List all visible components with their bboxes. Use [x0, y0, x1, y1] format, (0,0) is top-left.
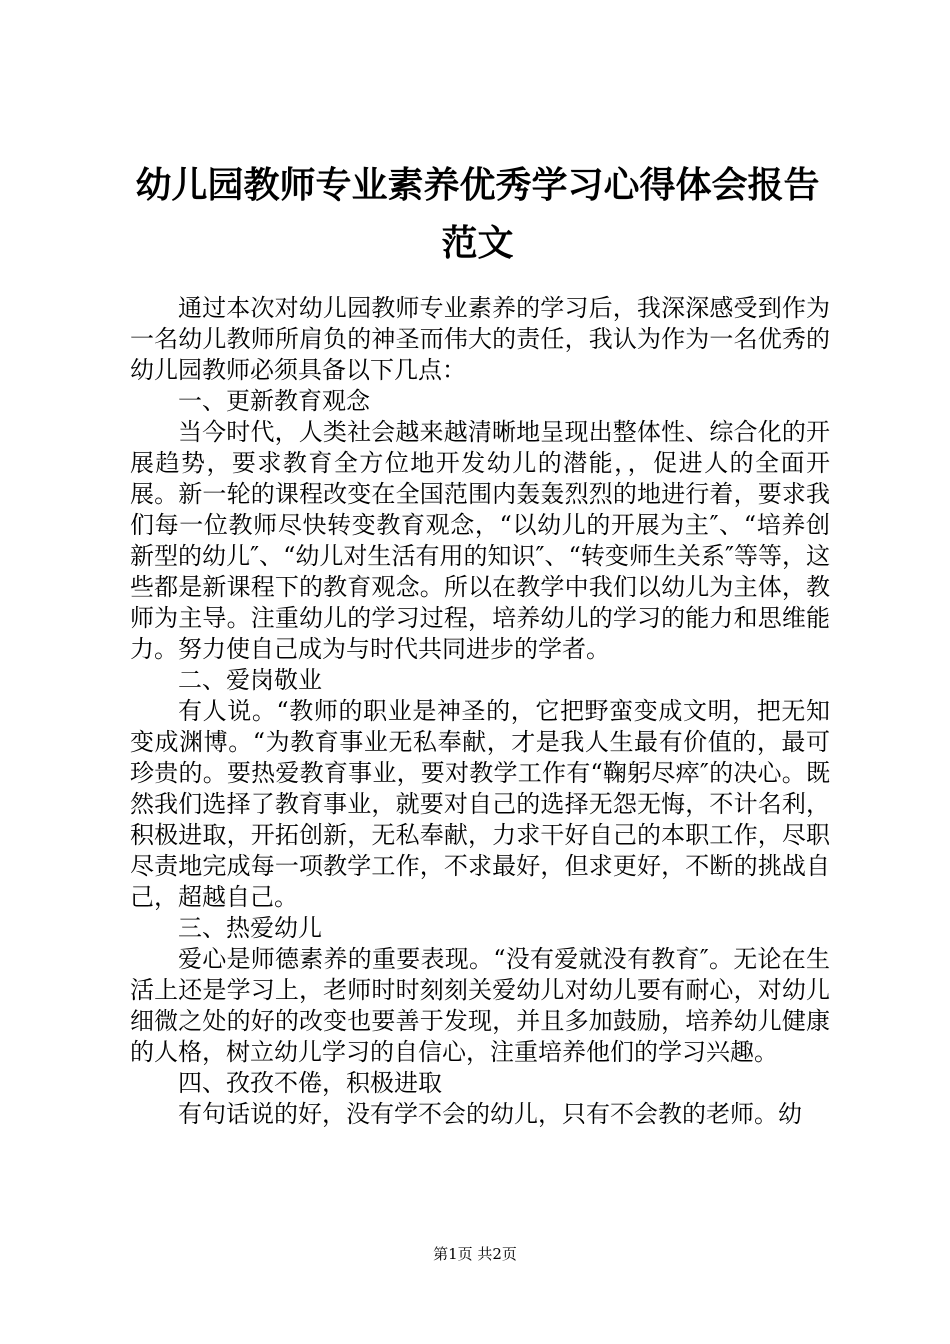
page-number-footer: 第1页 共2页 — [433, 1245, 517, 1263]
paragraph-section-2: 有人说。“教师的职业是神圣的，它把野蛮变成文明，把无知变成渊博。“为教育事业无私奉献，才是我人生最有价值的，最可珍贵的。要热爱教育事业，要对教学工作有“鞠躬尽瘁″的决心。既然我们选择了教育事业，就要对自己的选择无怨无悔，不计名利，积极进取，开拓创新，无私奉献，力求干好自己的本职工作，尽职尽责地完成每一项教学工作，不求最好，但求更好，不断的挑战自己，超越自己。 — [130, 697, 830, 911]
document-body — [130, 293, 830, 1130]
paragraph-section-1: 当今时代，人类社会越来越清晰地呈现出整体性、综合化的开展趋势，要求教育全方位地开发幼儿的潜能，，促进人的全面开展。新一轮的课程改变在全国范围内轰轰烈烈的地进行着，要求我们每一位教师尽快转变教育观念，“以幼儿的开展为主″、“培养创新型的幼儿″、“幼儿对生活有用的知识″、“转变师生关系″等等，这些都是新课程下的教育观念。所以在教学中我们以幼儿为主体，教师为主导。注重幼儿的学习过程，培养幼儿的学习的能力和思维能力。努力使自己成为与时代共同进步的学者。 — [130, 418, 830, 663]
section-heading-3: 三、热爱幼儿 — [178, 914, 322, 942]
section-heading-1: 一、更新教育观念 — [178, 387, 370, 415]
paragraph-intro: 通过本次对幼儿园教师专业素养的学习后，我深深感受到作为一名幼儿教师所肩负的神圣而伟大的责任，我认为作为一名优秀的幼儿园教师必须具备以下几点： — [130, 294, 830, 384]
paragraph-section-4: 有句话说的好，没有学不会的幼儿，只有不会教的老师。幼 — [178, 1100, 802, 1128]
paragraph-section-3: 爱心是师德素养的重要表现。“没有爱就没有教育″。无论在生活上还是学习上，老师时时刻刻关爱幼儿对幼儿要有耐心，对幼儿细微之处的好的改变也要善于发现，并且多加鼓励，培养幼儿健康的人格，树立幼儿学习的自信心，注重培养他们的学习兴趣。 — [130, 945, 830, 1066]
section-heading-4: 四、孜孜不倦，积极进取 — [178, 1069, 442, 1097]
document-title: 幼儿园教师专业素养优秀学习心得体会报告范文 — [135, 164, 820, 264]
section-heading-2: 二、爱岗敬业 — [178, 666, 322, 694]
